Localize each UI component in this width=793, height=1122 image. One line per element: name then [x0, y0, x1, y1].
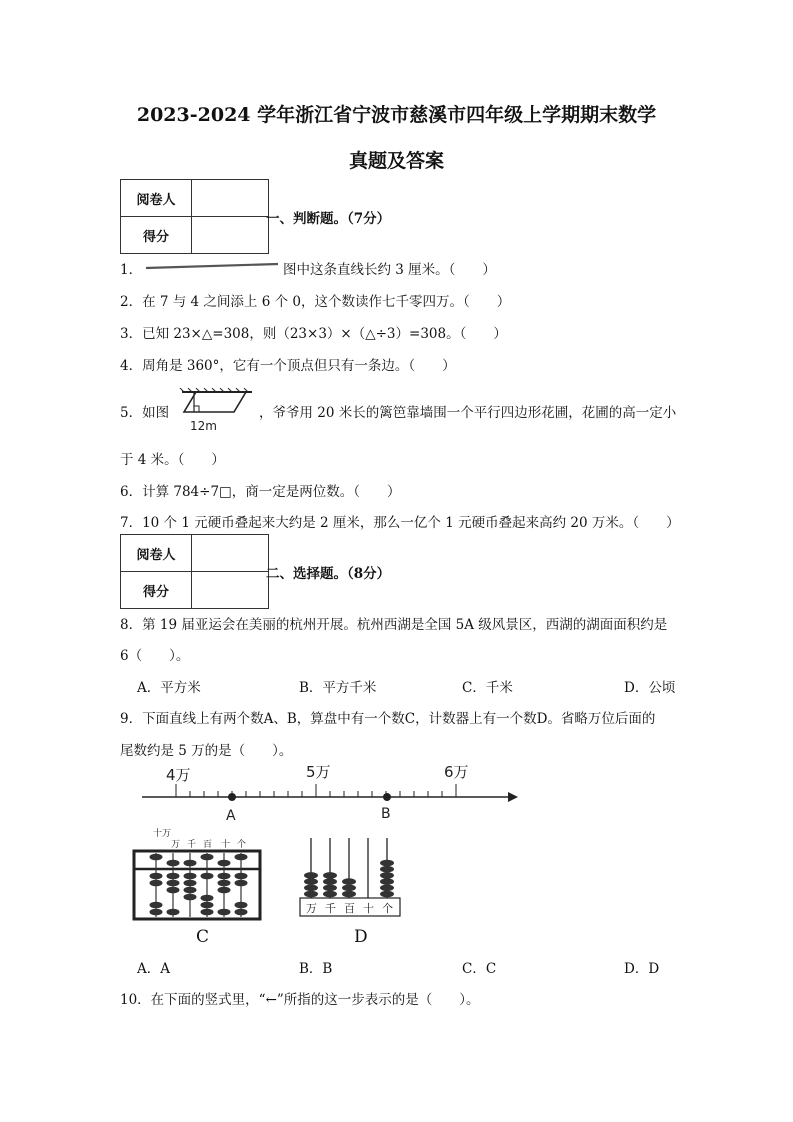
- counter-header-ge: 个: [382, 902, 393, 915]
- abacus-lower-bead: [150, 873, 163, 880]
- question-8: 8．第 19 届亚运会在美丽的杭州开展。杭州西湖是全国 5A 级风景区，西湖的湖面面积约是: [120, 617, 668, 633]
- question-4: 4．周角是 360°，它有一个顶点但只有一条边。（ ）: [120, 358, 456, 374]
- abacus-lower-bead: [218, 887, 231, 894]
- number-line-label-4wan: 4万: [166, 766, 191, 784]
- question-9: 9．下面直线上有两个数A、B，算盘中有一个数C，计数器上有一个数D。省略万位后面的: [120, 711, 656, 727]
- counter-bead: [304, 885, 318, 892]
- abacus-lower-bead: [201, 873, 214, 880]
- counter-bead: [342, 885, 356, 892]
- abacus-lower-bead: [184, 887, 197, 894]
- abacus-header-qian: 千: [187, 840, 197, 850]
- abacus-header-bai: 百: [203, 840, 213, 850]
- question-1-number: 1．: [120, 262, 143, 278]
- number-line-label-a: A: [226, 808, 236, 824]
- counter-bead: [304, 891, 318, 898]
- number-line-label-6wan: 6万: [444, 763, 469, 781]
- reviewer-label-2: 阅卷人: [121, 535, 192, 572]
- abacus-lower-bead: [235, 909, 248, 916]
- reviewer-cell: [192, 180, 269, 217]
- abacus-lower-bead: [235, 902, 248, 909]
- abacus-header-shi: 十: [221, 840, 231, 850]
- abacus-lower-bead: [184, 894, 197, 901]
- question-1-text: 图中这条直线长约 3 厘米。（ ）: [283, 262, 496, 278]
- counter-header-shi: 十: [363, 902, 374, 915]
- abacus-upper-bead: [218, 860, 231, 867]
- abacus-caption-c: C: [196, 927, 210, 947]
- counter-bead: [342, 878, 356, 885]
- counter-bead: [323, 885, 337, 892]
- abacus-lower-bead: [235, 873, 248, 880]
- question-9-number-line: [130, 760, 530, 824]
- abacus-header-wan: 万: [171, 840, 181, 850]
- score-table-1: [120, 179, 269, 254]
- abacus-lower-bead: [150, 909, 163, 916]
- question-7: 7．10 个 1 元硬币叠起来大约是 2 厘米，那么一亿个 1 元硬币叠起来高约 20 万米。（ ）: [120, 515, 680, 531]
- score-cell-2: [192, 572, 269, 609]
- abacus-lower-bead: [235, 880, 248, 887]
- abacus-upper-bead: [201, 854, 214, 861]
- abacus-lower-bead: [167, 873, 180, 880]
- abacus-lower-bead: [184, 880, 197, 887]
- counter-bead: [380, 891, 394, 898]
- question-9-option-b[interactable]: B．B: [299, 961, 333, 977]
- question-8-option-d[interactable]: D．公顷: [624, 680, 676, 696]
- number-line-point-a: [228, 793, 236, 801]
- question-9-counter-d: [296, 836, 404, 920]
- question-8-option-a[interactable]: A．平方米: [137, 680, 201, 696]
- counter-bead: [380, 866, 394, 873]
- abacus-lower-bead: [201, 902, 214, 909]
- reviewer-label: 阅卷人: [121, 180, 192, 217]
- question-9-continued: 尾数约是 5 万的是（ ）。: [120, 743, 293, 759]
- question-8-option-b[interactable]: B．平方千米: [299, 680, 377, 696]
- question-8-continued: 6（ ）。: [120, 648, 190, 664]
- counter-bead: [304, 872, 318, 879]
- abacus-lower-bead: [218, 880, 231, 887]
- counter-bead: [342, 891, 356, 898]
- counter-header-wan: 万: [306, 902, 317, 915]
- abacus-lower-bead: [218, 909, 231, 916]
- abacus-lower-bead: [218, 873, 231, 880]
- counter-caption-d: D: [354, 927, 368, 947]
- abacus-lower-bead: [201, 895, 214, 902]
- counter-header-qian: 千: [325, 902, 336, 915]
- question-6: 6．计算 784÷7□，商一定是两位数。（ ）: [120, 484, 401, 500]
- question-9-option-d[interactable]: D．D: [624, 961, 660, 977]
- counter-bead: [323, 872, 337, 879]
- abacus-lower-bead: [184, 873, 197, 880]
- abacus-lower-bead: [150, 902, 163, 909]
- question-10: 10．在下面的竖式里，“←”所指的这一步表示的是（ ）。: [120, 992, 480, 1008]
- abacus-upper-bead: [235, 854, 248, 861]
- abacus-lower-bead: [150, 880, 163, 887]
- score-cell: [192, 217, 269, 254]
- abacus-lower-bead: [167, 880, 180, 887]
- counter-bead: [323, 878, 337, 885]
- counter-bead: [380, 860, 394, 867]
- counter-header-bai: 百: [344, 902, 355, 915]
- question-8-option-c[interactable]: C．千米: [462, 680, 513, 696]
- counter-bead: [323, 891, 337, 898]
- score-label: 得分: [121, 217, 192, 254]
- question-9-abacus-c: [132, 826, 264, 922]
- document-title-line2: 真题及答案: [348, 150, 444, 172]
- score-table-2: [120, 534, 269, 609]
- question-5-text: ，爷爷用 20 米长的篱笆靠墙围一个平行四边形花圃，花圃的高一定小: [259, 405, 677, 421]
- abacus-lower-bead: [167, 909, 180, 916]
- question-1-line-figure: [142, 260, 282, 272]
- number-line-label-b: B: [381, 806, 391, 822]
- abacus-lower-bead: [167, 887, 180, 894]
- counter-bead: [380, 885, 394, 892]
- abacus-upper-bead: [150, 854, 163, 861]
- question-5-number: 5．如图: [120, 405, 170, 421]
- question-5-text-continued: 于 4 米。（ ）: [120, 452, 225, 468]
- question-5-parallelogram-figure: [176, 388, 258, 434]
- abacus-header-shiwan: 十万: [153, 829, 172, 839]
- section-2-heading: 二、选择题。（8分）: [266, 566, 391, 582]
- abacus-lower-bead: [201, 909, 214, 916]
- question-5-figure-label: 12m: [190, 419, 217, 433]
- abacus-upper-bead: [184, 860, 197, 867]
- reviewer-cell-2: [192, 535, 269, 572]
- score-label-2: 得分: [121, 572, 192, 609]
- question-9-option-c[interactable]: C．C: [462, 961, 497, 977]
- counter-bead: [304, 878, 318, 885]
- section-1-heading: 一、判断题。（7分）: [266, 211, 391, 227]
- document-title-line1: 2023-2024 学年浙江省宁波市慈溪市四年级上学期期末数学: [136, 104, 657, 126]
- number-line-point-b: [383, 793, 391, 801]
- question-3: 3．已知 23×△=308，则（23×3）×（△÷3）=308。（ ）: [120, 326, 507, 342]
- counter-bead: [380, 878, 394, 885]
- question-2: 2．在 7 与 4 之间添上 6 个 0，这个数读作七千零四万。（ ）: [120, 294, 511, 310]
- counter-bead: [380, 872, 394, 879]
- abacus-header-ge: 个: [237, 840, 247, 850]
- number-line-label-5wan: 5万: [306, 763, 331, 781]
- abacus-upper-bead: [167, 860, 180, 867]
- question-9-option-a[interactable]: A．A: [137, 961, 170, 977]
